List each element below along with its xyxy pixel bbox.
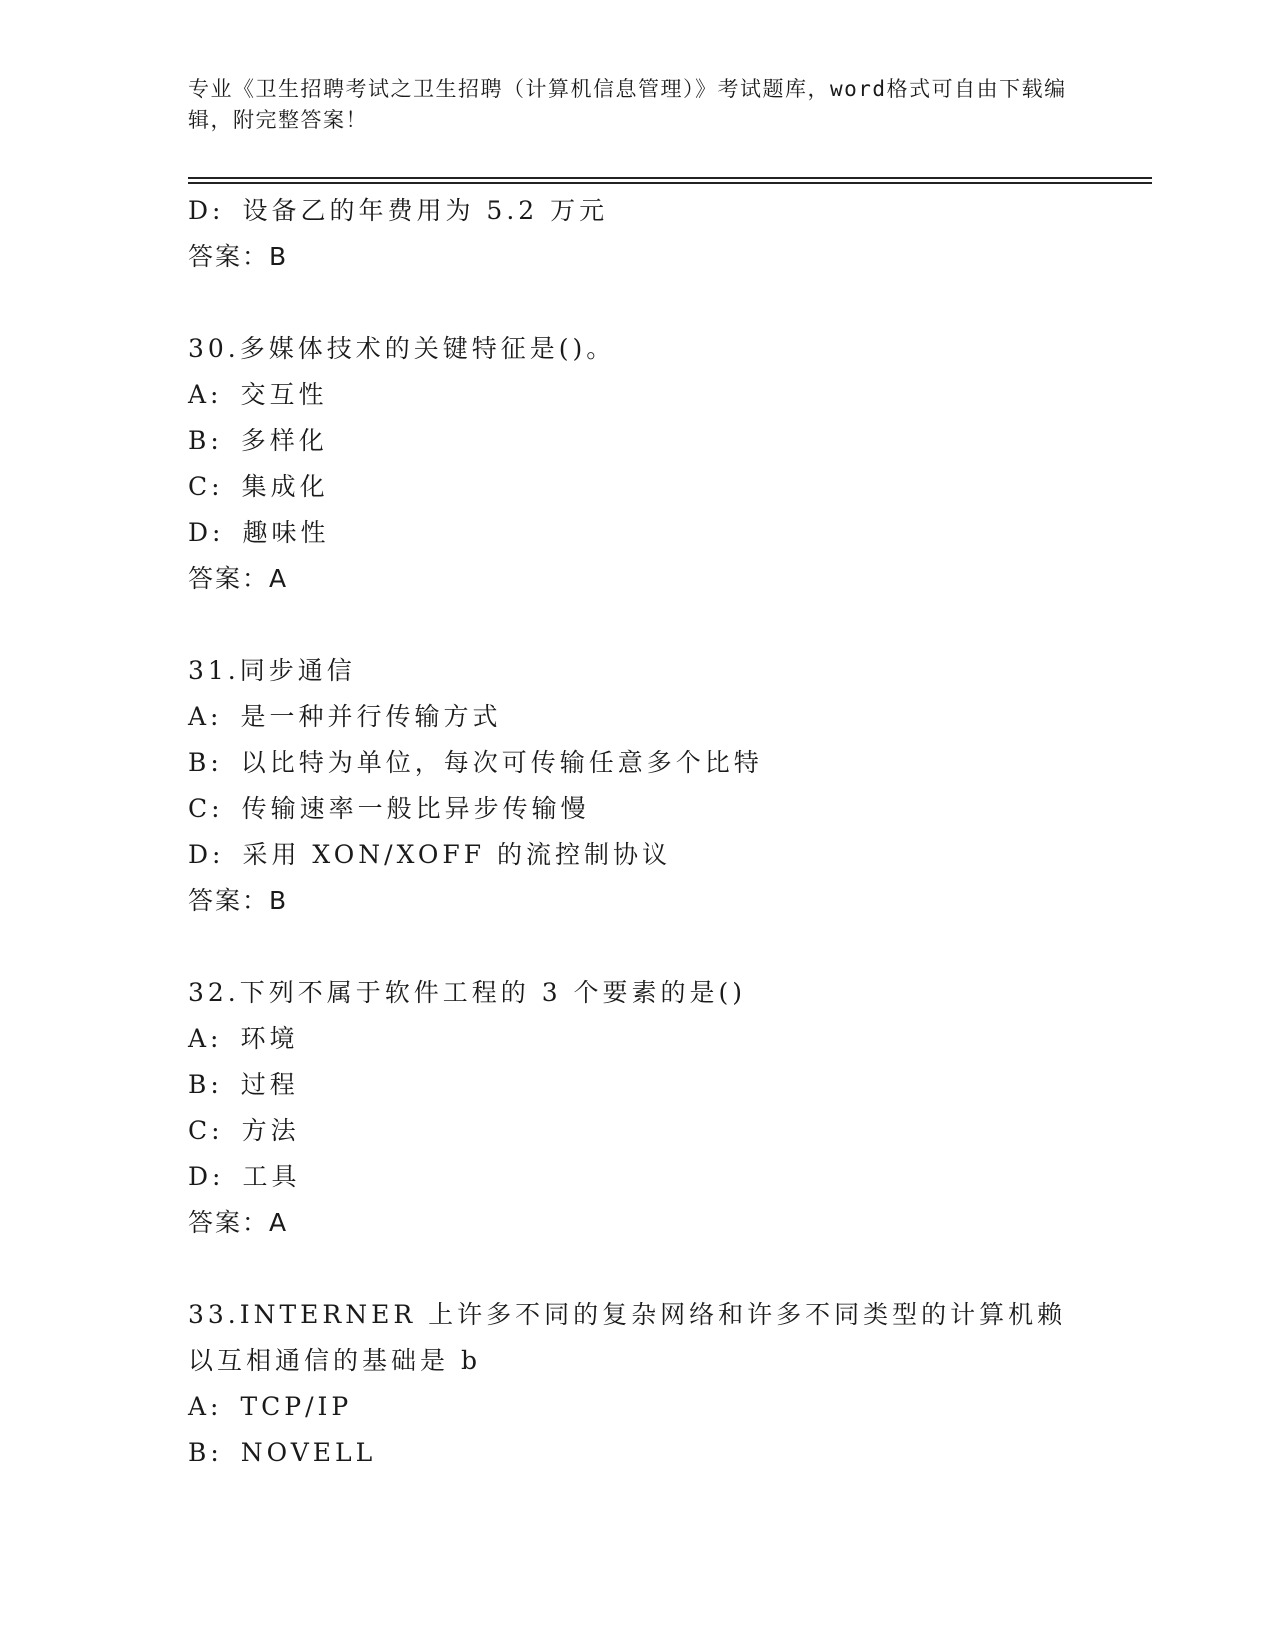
- option-b: [188, 418, 1108, 464]
- option-text: 采用 XON/XOFF 的流控制协议: [242, 840, 672, 869]
- option-letter: C:: [188, 472, 224, 501]
- option-text: 方法: [241, 1116, 300, 1145]
- option-text: 是一种并行传输方式: [240, 702, 502, 731]
- option-a: [188, 694, 1108, 740]
- answer: 答案：B: [188, 886, 289, 915]
- option-letter: D:: [188, 1162, 225, 1191]
- option-a: [188, 1384, 1108, 1430]
- answer: 答案：A: [188, 564, 289, 593]
- spacer: [188, 280, 1108, 326]
- answer: 答案：B: [188, 242, 289, 271]
- option-c: [188, 1108, 1108, 1154]
- spacer: [188, 602, 1108, 648]
- option-text: 多样化: [240, 426, 328, 455]
- option-text: 环境: [240, 1024, 299, 1053]
- option-a: [188, 1016, 1108, 1062]
- option-letter: A:: [188, 1024, 223, 1053]
- option-text: 交互性: [240, 380, 328, 409]
- question-stem: 32.下列不属于软件工程的 3 个要素的是(): [188, 978, 747, 1007]
- question-stem: 33.INTERNER 上许多不同的复杂网络和许多不同类型的计算机赖以互相通信的基础是 b: [188, 1300, 1067, 1375]
- option-text: 以比特为单位，每次可传输任意多个比特: [240, 748, 763, 777]
- spacer: [188, 924, 1108, 970]
- option-text: 传输速率一般比异步传输慢: [241, 794, 590, 823]
- question-list: [188, 188, 1108, 1476]
- option-c: [188, 464, 1108, 510]
- option-letter: A:: [188, 1392, 223, 1421]
- option-letter: C:: [188, 1116, 224, 1145]
- answer: 答案：A: [188, 1208, 289, 1237]
- option-text: 趣味性: [242, 518, 330, 547]
- option-letter: B:: [188, 748, 223, 777]
- header-rule-bottom: [188, 182, 1152, 184]
- option-letter: D:: [188, 196, 225, 225]
- option-b: [188, 740, 1108, 786]
- option-text: 集成化: [241, 472, 329, 501]
- question-stem: 31.同步通信: [188, 656, 356, 685]
- option-letter: D:: [188, 518, 225, 547]
- option-a: [188, 372, 1108, 418]
- option-d: [188, 188, 1108, 234]
- header-rule-top: [188, 177, 1152, 179]
- option-b: [188, 1062, 1108, 1108]
- spacer: [188, 1246, 1108, 1292]
- option-c: [188, 786, 1108, 832]
- option-d: [188, 510, 1108, 556]
- option-letter: B:: [188, 1438, 223, 1467]
- option-d: [188, 832, 1108, 878]
- option-letter: C:: [188, 794, 224, 823]
- option-letter: B:: [188, 1070, 223, 1099]
- option-letter: B:: [188, 426, 223, 455]
- document-header: 专业《卫生招聘考试之卫生招聘（计算机信息管理）》考试题库，word格式可自由下载编辑，附完整答案！: [188, 77, 1067, 132]
- option-text: 过程: [240, 1070, 299, 1099]
- option-text: 工具: [242, 1162, 301, 1191]
- option-b: [188, 1430, 1108, 1476]
- question-stem: 30.多媒体技术的关键特征是()。: [188, 334, 616, 363]
- option-letter: A:: [188, 702, 223, 731]
- option-text: TCP/IP: [240, 1392, 353, 1421]
- option-text: 设备乙的年费用为 5.2 万元: [242, 196, 609, 225]
- option-letter: A:: [188, 380, 223, 409]
- option-text: NOVELL: [240, 1438, 377, 1467]
- option-letter: D:: [188, 840, 225, 869]
- option-d: [188, 1154, 1108, 1200]
